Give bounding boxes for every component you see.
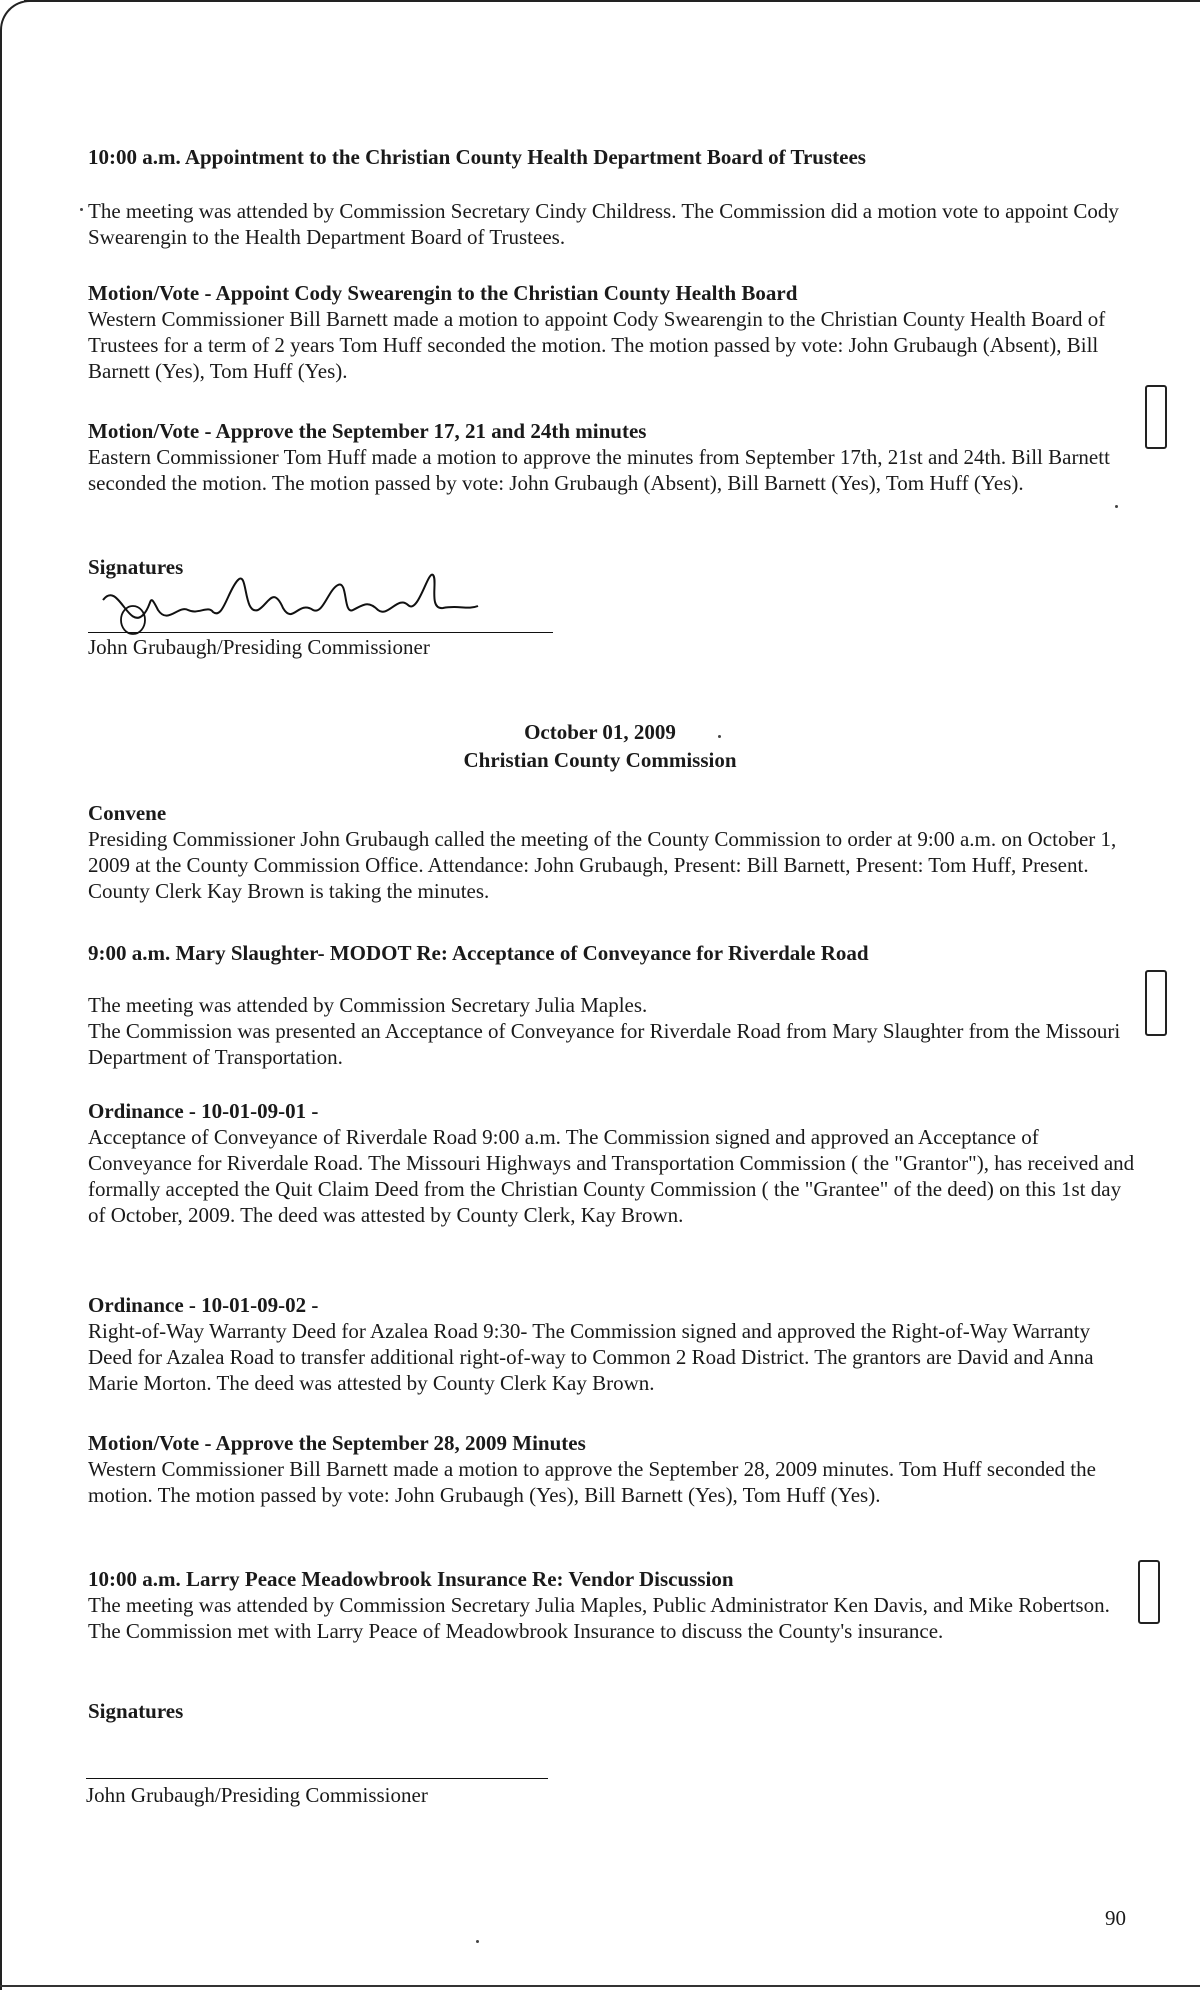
section-heading: Ordinance - 10-01-09-02 - bbox=[88, 1293, 319, 1317]
section-heading: 10:00 a.m. Larry Peace Meadowbrook Insurance Re: Vendor Discussion bbox=[88, 1567, 734, 1591]
section-body: The meeting was attended by Commission Secretary Julia Maples. bbox=[88, 993, 648, 1017]
section-heading: Convene bbox=[88, 801, 167, 825]
section-motion-minutes bbox=[88, 418, 1138, 496]
margin-mark bbox=[1145, 385, 1167, 449]
section-motion-sept28 bbox=[88, 1430, 1138, 1508]
signature-line-1 bbox=[88, 632, 553, 633]
page-number: 90 bbox=[1105, 1906, 1126, 1930]
signatures-heading: Signatures bbox=[88, 1699, 184, 1723]
scan-speck bbox=[476, 1940, 479, 1943]
signatures-heading: Signatures bbox=[88, 555, 184, 579]
section-heading: Ordinance - 10-01-09-01 - bbox=[88, 1099, 319, 1123]
section-modot bbox=[88, 940, 968, 966]
scan-corner bbox=[0, 0, 32, 32]
scan-border-top bbox=[24, 0, 1200, 2]
section-modot-body bbox=[88, 992, 1138, 1070]
section-body: The meeting was attended by Commission Secretary Cindy Childress. The Commission did a motion vote to appoint Cody Swearengin to the Health Department Board of Trustees. bbox=[88, 199, 1119, 249]
section-ordinance-01 bbox=[88, 1098, 1138, 1228]
meeting-date: October 01, 2009 bbox=[524, 720, 676, 744]
section-appointment bbox=[88, 144, 888, 170]
handwritten-signature bbox=[98, 570, 498, 640]
signature-line-2 bbox=[86, 1778, 548, 1779]
section-body: Western Commissioner Bill Barnett made a motion to appoint Cody Swearengin to the Christian County Health Board of Trustees for a term of 2 years Tom Huff seconded the motion. The motion passed by vote: John Grubaugh (Absent), Bill Barnett (Yes), Tom Huff (Yes). bbox=[88, 307, 1106, 383]
section-heading: 9:00 a.m. Mary Slaughter- MODOT Re: Acceptance of Conveyance for Riverdale Road bbox=[88, 941, 869, 965]
section-body: Acceptance of Conveyance of Riverdale Road 9:00 a.m. The Commission signed and approved an Acceptance of Conveyance for Riverdale Road. The Missouri Highways and Transportation Commission ( the "Grantor"), has received and formally accepted the Quit Claim Deed from the Christian County Commission ( the "Grantee" of the deed) on this 1st day of October, 2009. The deed was attested by County Clerk, Kay Brown. bbox=[88, 1125, 1135, 1227]
section-body: Eastern Commissioner Tom Huff made a motion to approve the minutes from September 17th, 21st and 24th. Bill Barnett seconded the motion. The motion passed by vote: John Grubaugh (Absent), Bill Barnett (Yes), Tom Huff (Yes). bbox=[88, 445, 1110, 495]
section-body: Right-of-Way Warranty Deed for Azalea Road 9:30- The Commission signed and approved the Right-of-Way Warranty Deed for Azalea Road to transfer additional right-of-way to Common 2 Road District. The grantors are David and Anna Marie Morton. The deed was attested by County Clerk Kay Brown. bbox=[88, 1319, 1094, 1395]
section-body: The meeting was attended by Commission Secretary Julia Maples, Public Administrator Ken Davis, and Mike Robertson. bbox=[88, 1593, 1110, 1617]
section-body: Presiding Commissioner John Grubaugh called the meeting of the County Commission to order at 9:00 a.m. on October 1, 2009 at the County Commission Office. Attendance: John Grubaugh, Present: Bill Barnett, Present: Tom Huff, Present. County Clerk Kay Brown is taking the minutes. bbox=[88, 827, 1117, 903]
scan-speck bbox=[80, 208, 83, 211]
section-heading: Motion/Vote - Appoint Cody Swearengin to the Christian County Health Board bbox=[88, 281, 798, 305]
signature-block-2 bbox=[88, 1698, 1138, 1724]
section-motion-appoint bbox=[88, 280, 1138, 384]
margin-mark bbox=[1138, 1560, 1160, 1624]
meeting-body-name: Christian County Commission bbox=[463, 748, 737, 772]
scan-border-bottom bbox=[0, 1985, 1200, 1987]
margin-mark bbox=[1145, 970, 1167, 1036]
section-heading: Motion/Vote - Approve the September 28, 2009 Minutes bbox=[88, 1431, 586, 1455]
section-appointment-body bbox=[88, 198, 1138, 250]
scan-speck bbox=[1115, 505, 1118, 508]
section-meadowbrook bbox=[88, 1566, 1138, 1644]
section-body-2: The Commission met with Larry Peace of Meadowbrook Insurance to discuss the County's insurance. bbox=[88, 1619, 944, 1643]
signature-caption-1: John Grubaugh/Presiding Commissioner bbox=[88, 635, 430, 659]
section-body-2: The Commission was presented an Acceptance of Conveyance for Riverdale Road from Mary Slaughter from the Missouri Department of Transportation. bbox=[88, 1019, 1121, 1069]
section-body: Western Commissioner Bill Barnett made a motion to approve the September 28, 2009 minutes. Tom Huff seconded the motion. The motion passed by vote: John Grubaugh (Yes), Bill Barnett (Yes), Tom Huff (Yes). bbox=[88, 1457, 1096, 1507]
section-ordinance-02 bbox=[88, 1292, 1138, 1396]
scan-border-left bbox=[0, 30, 2, 1990]
scan-speck bbox=[718, 735, 721, 738]
section-heading: Motion/Vote - Approve the September 17, 21 and 24th minutes bbox=[88, 419, 647, 443]
section-heading: 10:00 a.m. Appointment to the Christian County Health Department Board of Trustees bbox=[88, 145, 866, 169]
section-convene bbox=[88, 800, 1138, 904]
signature-caption-2: John Grubaugh/Presiding Commissioner bbox=[86, 1783, 428, 1807]
